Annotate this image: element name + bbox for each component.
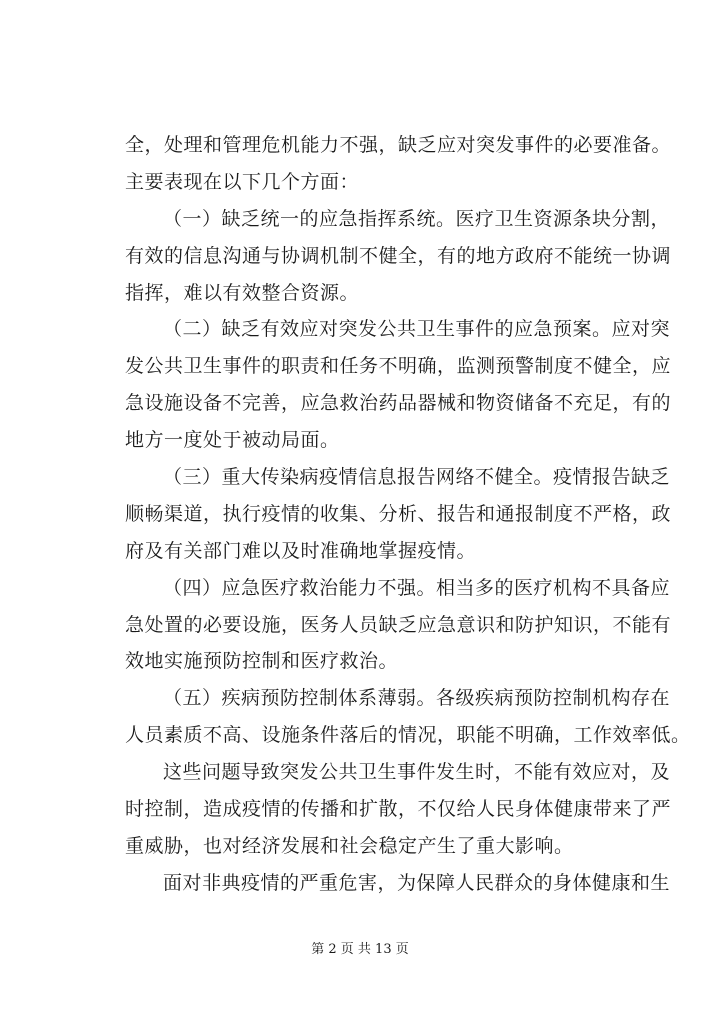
text-line: 时控制，造成疫情的传播和扩散，不仅给人民身体健康带来了严 — [125, 798, 672, 821]
text-line: （四）应急医疗救治能力不强。相当多的医疗机构不具备应 — [163, 576, 671, 599]
text-line: 重威胁，也对经济发展和社会稳定产生了重大影响。 — [125, 834, 574, 857]
text-line: 面对非典疫情的严重危害，为保障人民群众的身体健康和生 — [163, 871, 671, 894]
text-line: （五）疾病预防控制体系薄弱。各级疾病预防控制机构存在 — [163, 687, 671, 710]
paragraph — [125, 311, 672, 459]
text-line: （一）缺乏统一的应急指挥系统。医疗卫生资源条块分割， — [163, 207, 671, 230]
text-line: （二）缺乏有效应对突发公共卫生事件的应急预案。应对突 — [163, 318, 671, 341]
paragraph — [125, 865, 671, 902]
paragraph — [125, 570, 672, 681]
document-body — [125, 127, 691, 902]
text-line: 急处置的必要设施，医务人员缺乏应急意识和防护知识，不能有 — [125, 613, 672, 636]
text-line: 顺畅渠道，执行疫情的收集、分析、报告和通报制度不严格，政 — [125, 502, 672, 525]
text-line: 有效的信息沟通与协调机制不健全，有的地方政府不能统一协调 — [125, 244, 672, 267]
text-line: 指挥，难以有效整合资源。 — [125, 281, 360, 304]
text-line: （三）重大传染病疫情信息报告网络不健全。疫情报告缺乏 — [163, 466, 671, 489]
paragraph — [125, 754, 672, 865]
text-line: 这些问题导致突发公共卫生事件发生时，不能有效应对，及 — [163, 761, 671, 784]
text-line: 效地实施预防控制和医疗救治。 — [125, 650, 399, 673]
text-line: 人员素质不高、设施条件落后的情况，职能不明确，工作效率低。 — [125, 724, 691, 747]
text-line: 急设施设备不完善，应急救治药品器械和物资储备不充足，有的 — [125, 392, 672, 415]
paragraph — [125, 459, 672, 570]
text-line: 发公共卫生事件的职责和任务不明确，监测预警制度不健全，应 — [125, 355, 672, 378]
text-line: 全，处理和管理危机能力不强，缺乏应对突发事件的必要准备。 — [125, 134, 672, 156]
paragraph — [125, 680, 691, 754]
paragraph — [125, 201, 672, 312]
text-line: 府及有关部门难以及时准确地掌握疫情。 — [125, 539, 477, 562]
page-footer: 第 2 页 共 13 页 — [311, 942, 409, 957]
text-line: 主要表现在以下几个方面： — [125, 170, 360, 193]
paragraph — [125, 127, 672, 201]
text-line: 地方一度处于被动局面。 — [125, 429, 340, 452]
